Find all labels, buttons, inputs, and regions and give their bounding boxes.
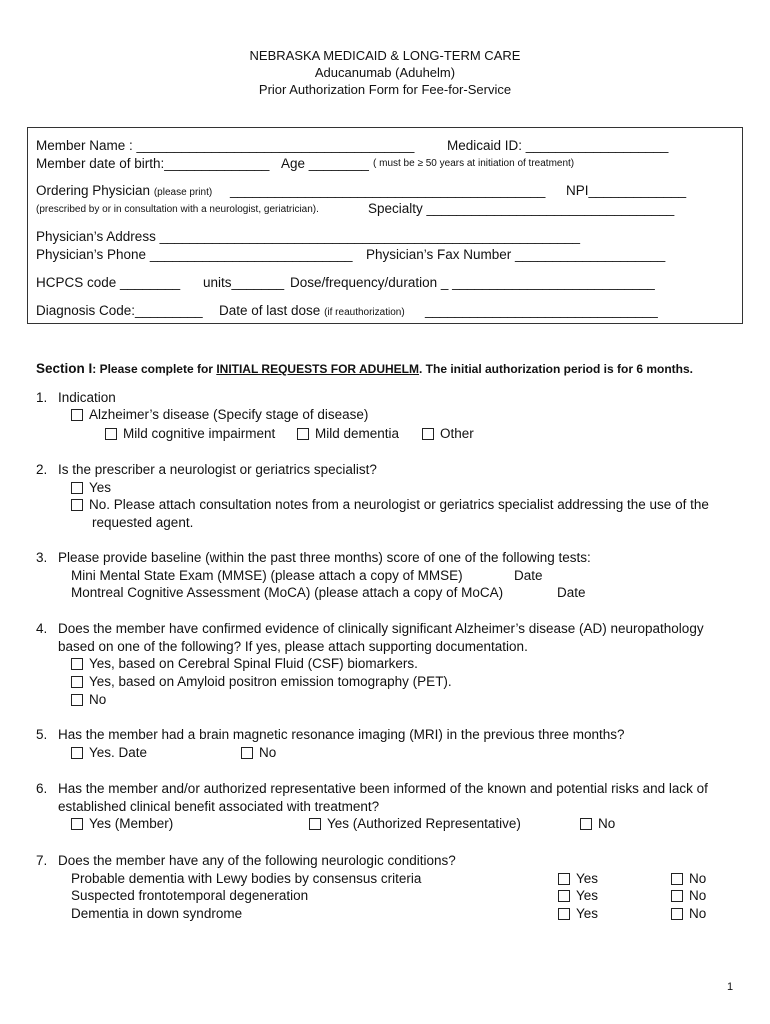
q1-option-mci[interactable] bbox=[105, 426, 275, 441]
q6-option-representative-label: Yes (Authorized Representative) bbox=[327, 816, 521, 831]
member-age-field[interactable]: Age ________ bbox=[281, 156, 369, 171]
q1-option-mild-dementia[interactable] bbox=[297, 426, 399, 441]
checkbox[interactable] bbox=[71, 409, 83, 421]
last-dose-field[interactable]: _______________________________ bbox=[425, 303, 658, 318]
q4-option-no-label: No bbox=[89, 692, 107, 707]
medicaid-id-field[interactable]: Medicaid ID: ___________________ bbox=[447, 138, 669, 153]
member-name-field[interactable]: Member Name : _____________________________________ bbox=[36, 138, 415, 153]
last-dose-text: Date of last dose bbox=[219, 303, 321, 318]
last-dose-label bbox=[219, 303, 405, 318]
q4-option-csf[interactable] bbox=[71, 656, 418, 671]
q5-option-yes-label: Yes. Date bbox=[89, 745, 148, 760]
page-number: 1 bbox=[727, 981, 734, 993]
q3-question: Please provide baseline (within the past three months) score of one of the following tests: bbox=[58, 550, 591, 565]
form-title-line2: Aducanumab (Aduhelm) bbox=[314, 65, 456, 80]
q4-number: 4. bbox=[36, 621, 48, 636]
q3-mmse-date[interactable]: Date bbox=[514, 568, 543, 583]
q6-option-member-label: Yes (Member) bbox=[89, 816, 174, 831]
checkbox[interactable] bbox=[71, 482, 83, 494]
q1-option-mci-label: Mild cognitive impairment bbox=[123, 426, 276, 441]
q7-option-no[interactable] bbox=[671, 906, 706, 921]
section-suffix: . The initial authorization period is for 6 months. bbox=[418, 362, 693, 376]
q3-mmse-label: Mini Mental State Exam (MMSE) (please attach a copy of MMSE) bbox=[71, 568, 463, 583]
q6-option-no-label: No bbox=[598, 816, 616, 831]
checkbox[interactable] bbox=[671, 890, 683, 902]
q4-option-csf-label: Yes, based on Cerebral Spinal Fluid (CSF) biomarkers. bbox=[89, 656, 418, 671]
physician-address-field[interactable]: Physician’s Address ________________________________________________________ bbox=[36, 229, 581, 244]
q1-option-alzheimers[interactable] bbox=[71, 407, 368, 422]
specialty-field[interactable]: Specialty _________________________________ bbox=[368, 201, 675, 216]
q1-question: Indication bbox=[58, 390, 116, 405]
q6-number: 6. bbox=[36, 781, 48, 796]
checkbox[interactable] bbox=[309, 818, 321, 830]
ordering-physician-field[interactable]: __________________________________________ bbox=[230, 183, 546, 198]
checkbox[interactable] bbox=[580, 818, 592, 830]
q7-option-yes-label: Yes bbox=[576, 871, 599, 886]
reauth-note: (if reauthorization) bbox=[324, 307, 405, 318]
section-header bbox=[36, 361, 693, 376]
q3-number: 3. bbox=[36, 550, 48, 565]
member-dob-field[interactable]: Member date of birth:______________ bbox=[36, 156, 270, 171]
q5-option-yes[interactable] bbox=[71, 745, 147, 760]
section-label: Section I bbox=[36, 361, 93, 376]
hcpcs-code-field[interactable]: HCPCS code ________ bbox=[36, 275, 181, 290]
q5-option-no[interactable] bbox=[241, 745, 276, 760]
q7-option-yes-label: Yes bbox=[576, 888, 599, 903]
q1-option-alzheimers-label: Alzheimer’s disease (Specify stage of disease) bbox=[89, 407, 369, 422]
checkbox[interactable] bbox=[71, 747, 83, 759]
q6-option-member[interactable] bbox=[71, 816, 173, 831]
q7-number: 7. bbox=[36, 853, 48, 868]
physician-fax-field[interactable]: Physician’s Fax Number ____________________ bbox=[366, 247, 666, 262]
q6-question-line2: established clinical benefit associated with treatment? bbox=[58, 799, 380, 814]
q7-option-yes[interactable] bbox=[558, 871, 598, 886]
q7-option-no-label: No bbox=[689, 871, 707, 886]
q4-question-line2: based on one of the following? If yes, please attach supporting documentation. bbox=[58, 639, 528, 654]
q4-option-pet-label: Yes, based on Amyloid positron emission tomography (PET). bbox=[89, 674, 452, 689]
q2-option-no-continued: requested agent. bbox=[92, 515, 194, 530]
checkbox[interactable] bbox=[558, 873, 570, 885]
q7-option-yes-label: Yes bbox=[576, 906, 599, 921]
q7-option-yes[interactable] bbox=[558, 906, 598, 921]
checkbox[interactable] bbox=[71, 694, 83, 706]
q5-question: Has the member had a brain magnetic resonance imaging (MRI) in the previous three months? bbox=[58, 727, 625, 742]
please-print-note: (please print) bbox=[153, 187, 213, 198]
form-title-line1: NEBRASKA MEDICAID & LONG-TERM CARE bbox=[249, 48, 521, 63]
checkbox[interactable] bbox=[105, 428, 117, 440]
q2-option-yes-label: Yes bbox=[89, 480, 112, 495]
q2-question: Is the prescriber a neurologist or geriatrics specialist? bbox=[58, 462, 377, 477]
q7-option-yes[interactable] bbox=[558, 888, 598, 903]
dose-frequency-field[interactable]: Dose/frequency/duration _ ___________________________ bbox=[290, 275, 655, 290]
section-emphasis: INITIAL REQUESTS FOR ADUHELM bbox=[216, 362, 419, 376]
q5-number: 5. bbox=[36, 727, 48, 742]
q3-moca-date[interactable]: Date bbox=[557, 585, 586, 600]
q2-number: 2. bbox=[36, 462, 48, 477]
q1-option-other[interactable] bbox=[422, 426, 474, 441]
q7-option-no-label: No bbox=[689, 888, 707, 903]
physician-phone-field[interactable]: Physician’s Phone ___________________________ bbox=[36, 247, 353, 262]
q1-number: 1. bbox=[36, 390, 48, 405]
npi-field[interactable]: NPI_____________ bbox=[566, 183, 687, 198]
q4-option-pet[interactable] bbox=[71, 674, 452, 689]
q2-option-no-label: No. Please attach consultation notes from a neurologist or geriatrics specialist addressing the use of the bbox=[89, 497, 709, 512]
q7-option-no[interactable] bbox=[671, 888, 706, 903]
q7-question: Does the member have any of the following neurologic conditions? bbox=[58, 853, 456, 868]
q2-option-yes[interactable] bbox=[71, 480, 111, 495]
q2-option-no[interactable] bbox=[71, 497, 709, 512]
checkbox[interactable] bbox=[71, 658, 83, 670]
checkbox[interactable] bbox=[671, 908, 683, 920]
checkbox[interactable] bbox=[671, 873, 683, 885]
checkbox[interactable] bbox=[422, 428, 434, 440]
checkbox[interactable] bbox=[71, 499, 83, 511]
q1-option-mild-dementia-label: Mild dementia bbox=[315, 426, 400, 441]
q7-condition-label: Dementia in down syndrome bbox=[71, 906, 243, 921]
ordering-physician-text: Ordering Physician bbox=[36, 183, 151, 198]
q7-option-no-label: No bbox=[689, 906, 707, 921]
checkbox[interactable] bbox=[297, 428, 309, 440]
form-title-line3: Prior Authorization Form for Fee-for-Service bbox=[258, 82, 512, 97]
q3-moca-label: Montreal Cognitive Assessment (MoCA) (please attach a copy of MoCA) bbox=[71, 585, 504, 600]
checkbox[interactable] bbox=[71, 676, 83, 688]
q6-question-line1: Has the member and/or authorized representative been informed of the known and potential risks and lack of bbox=[58, 781, 708, 796]
q4-question-line1: Does the member have confirmed evidence of clinically significant Alzheimer’s disease (AD) neuropathology bbox=[58, 621, 704, 636]
age-requirement-note: ( must be ≥ 50 years at initiation of treatment) bbox=[373, 158, 575, 169]
section-prefix: : Please complete for bbox=[92, 362, 217, 376]
q7-condition-label: Suspected frontotemporal degeneration bbox=[71, 888, 309, 903]
checkbox[interactable] bbox=[241, 747, 253, 759]
prescribed-by-note: (prescribed by or in consultation with a neurologist, geriatrician). bbox=[36, 204, 319, 215]
q7-condition-label: Probable dementia with Lewy bodies by consensus criteria bbox=[71, 871, 422, 886]
checkbox[interactable] bbox=[558, 890, 570, 902]
checkbox[interactable] bbox=[71, 818, 83, 830]
q6-option-representative[interactable] bbox=[309, 816, 521, 831]
q7-option-no[interactable] bbox=[671, 871, 706, 886]
ordering-physician-label bbox=[36, 183, 212, 198]
q6-option-no[interactable] bbox=[580, 816, 615, 831]
q5-option-no-label: No bbox=[259, 745, 277, 760]
q1-option-other-label: Other bbox=[440, 426, 474, 441]
checkbox[interactable] bbox=[558, 908, 570, 920]
diagnosis-code-field[interactable]: Diagnosis Code:_________ bbox=[36, 303, 203, 318]
q4-option-no[interactable] bbox=[71, 692, 106, 707]
units-field[interactable]: units_______ bbox=[203, 275, 285, 290]
